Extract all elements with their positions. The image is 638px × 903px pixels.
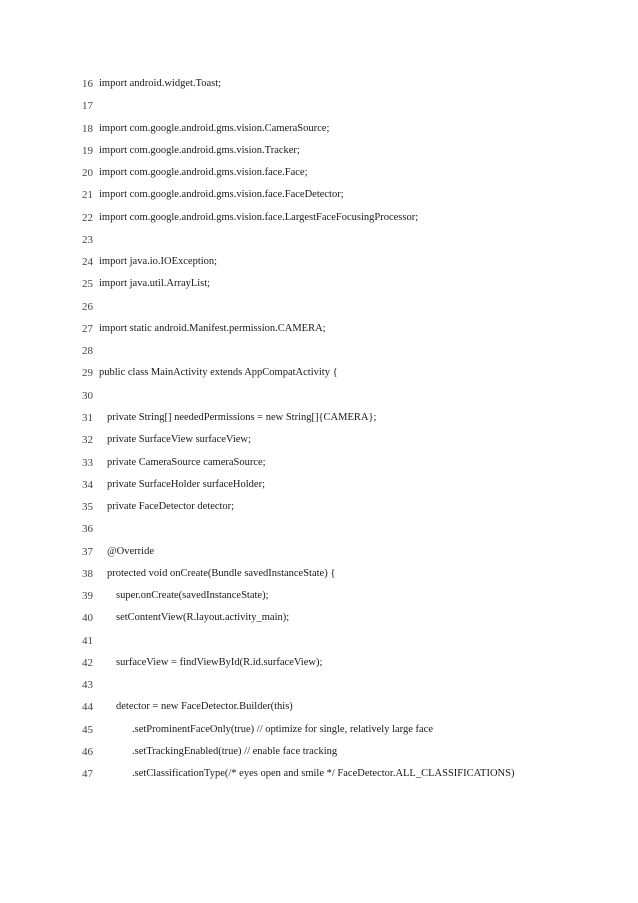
code-line [0,611,638,633]
line-text: surfaceView = findViewById(R.id.surfaceView); [116,656,323,668]
line-text: public class MainActivity extends AppCompatActivity { [99,367,338,379]
line-number: 25 [82,278,93,291]
line-number: 23 [82,233,93,246]
code-line [0,322,638,344]
code-line [0,500,638,522]
code-line [0,634,638,656]
line-number: 24 [82,256,93,269]
line-number: 35 [82,501,93,514]
code-line [0,255,638,277]
line-text: import static android.Manifest.permission.CAMERA; [99,322,326,334]
code-line [0,211,638,233]
line-number: 20 [82,167,93,180]
line-text: import com.google.android.gms.vision.face.Face; [99,167,308,179]
line-number: 47 [82,768,93,781]
line-text: private String[] neededPermissions = new String[]{CAMERA}; [107,411,377,423]
line-text: private SurfaceView surfaceView; [107,434,251,446]
line-number: 16 [82,78,93,90]
line-number: 33 [82,456,93,469]
code-listing [0,77,638,790]
line-text: super.onCreate(savedInstanceState); [116,590,269,602]
line-number: 46 [82,745,93,758]
line-number: 34 [82,478,93,491]
code-line [0,389,638,411]
code-line [0,144,638,166]
code-line [0,366,638,388]
code-line [0,166,638,188]
line-number: 19 [82,144,93,157]
line-number: 40 [82,612,93,625]
code-line [0,188,638,210]
line-text: import com.google.android.gms.vision.face.LargestFaceFocusingProcessor; [99,211,419,223]
line-number: 37 [82,545,93,558]
line-number: 26 [82,300,93,313]
code-line [0,300,638,322]
line-number: 29 [82,367,93,380]
line-text: import java.util.ArrayList; [99,278,211,290]
code-line [0,567,638,589]
line-text: .setClassificationType(/* eyes open and smile */ FaceDetector.ALL_CLASSIFICATIONS) [132,768,515,780]
line-number: 30 [82,389,93,402]
code-line [0,678,638,700]
line-number: 42 [82,656,93,669]
line-text: import com.google.android.gms.vision.face.FaceDetector; [99,189,344,201]
line-number: 38 [82,567,93,580]
line-number: 31 [82,411,93,424]
line-number: 27 [82,322,93,335]
code-line [0,745,638,767]
line-number: 17 [82,100,93,113]
line-number: 21 [82,189,93,202]
line-text: import java.io.IOException; [99,256,218,268]
line-number: 36 [82,523,93,536]
code-line [0,767,638,789]
code-line [0,344,638,366]
code-line [0,478,638,500]
line-text: .setProminentFaceOnly(true) // optimize for single, relatively large face [132,723,433,735]
code-line [0,99,638,121]
line-number: 39 [82,590,93,603]
line-text: private FaceDetector detector; [107,501,235,513]
line-text: protected void onCreate(Bundle savedInstanceState) { [107,567,336,579]
line-text: detector = new FaceDetector.Builder(this) [116,701,293,713]
code-line [0,77,638,99]
code-line [0,456,638,478]
code-line [0,411,638,433]
line-number: 18 [82,122,93,135]
code-line [0,723,638,745]
code-line [0,656,638,678]
line-number: 28 [82,345,93,358]
code-line [0,233,638,255]
line-text: .setTrackingEnabled(true) // enable face tracking [132,745,338,757]
code-line [0,277,638,299]
line-text: private CameraSource cameraSource; [107,456,266,468]
code-line [0,433,638,455]
line-number: 45 [82,723,93,736]
line-number: 44 [82,701,93,714]
line-text: @Override [107,545,154,557]
line-number: 22 [82,211,93,224]
line-text: import com.google.android.gms.vision.CameraSource; [99,122,330,134]
code-line [0,589,638,611]
line-text: private SurfaceHolder surfaceHolder; [107,478,266,490]
line-text: setContentView(R.layout.activity_main); [116,612,290,624]
code-line [0,122,638,144]
code-line [0,700,638,722]
line-text: import android.widget.Toast; [99,78,222,89]
code-line [0,545,638,567]
line-number: 43 [82,679,93,692]
line-number: 41 [82,634,93,647]
code-line [0,522,638,544]
line-number: 32 [82,434,93,447]
line-text: import com.google.android.gms.vision.Tracker; [99,144,300,156]
